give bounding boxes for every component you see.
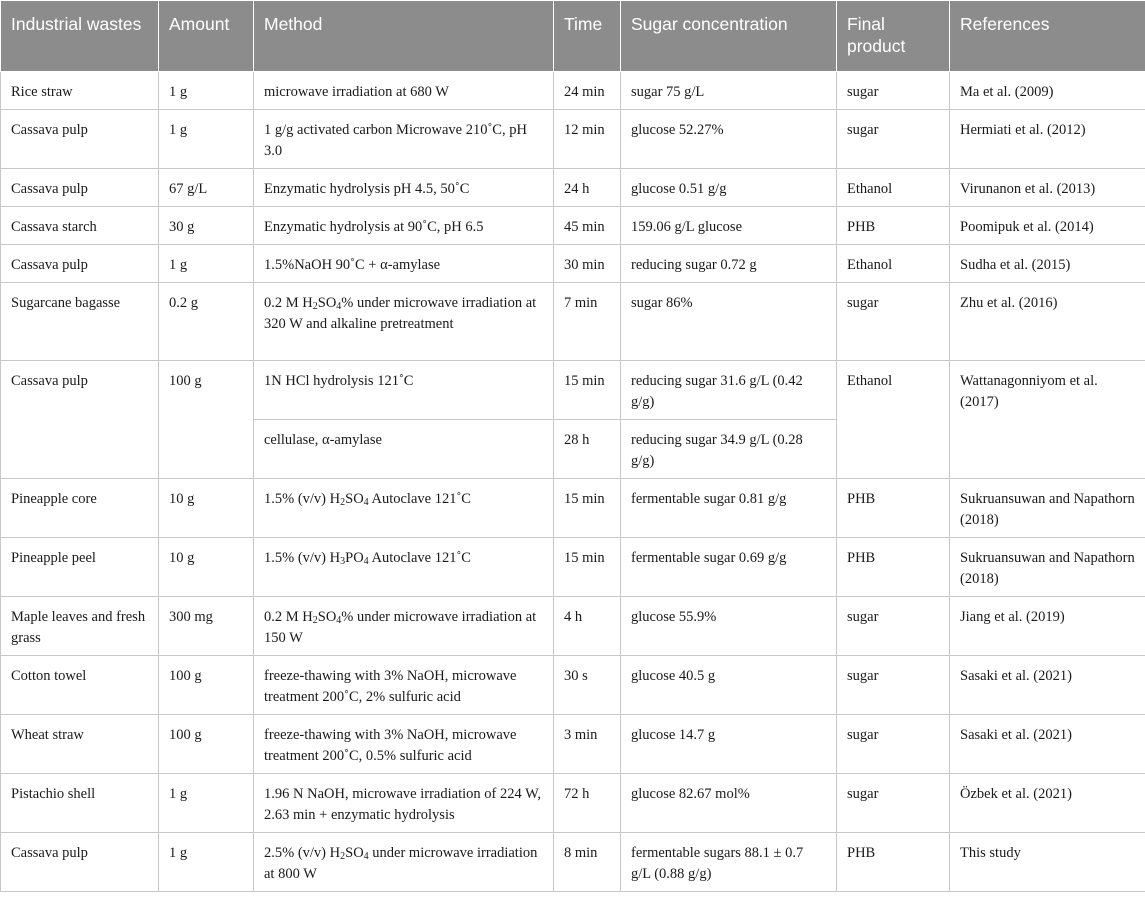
cell-product: PHB — [837, 207, 950, 245]
cell-waste: Rice straw — [1, 72, 159, 110]
cell-waste: Maple leaves and fresh grass — [1, 597, 159, 656]
method-text: PO — [345, 550, 364, 566]
header-method: Method — [254, 1, 554, 72]
cell-reference: Hermiati et al. (2012) — [950, 110, 1145, 169]
table-row — [1, 72, 1145, 110]
cell-waste: Cassava pulp — [1, 361, 159, 479]
cell-product: PHB — [837, 833, 950, 892]
cell-time: 28 h — [554, 420, 621, 479]
cell-waste: Cassava starch — [1, 207, 159, 245]
method-text: 1.5% (v/v) H — [264, 491, 341, 507]
cell-sugar: reducing sugar 34.9 g/L (0.28 g/g) — [621, 420, 837, 479]
cell-product: Ethanol — [837, 245, 950, 283]
cell-amount: 100 g — [159, 656, 254, 715]
cell-sugar: sugar 86% — [621, 283, 837, 361]
cell-method — [254, 538, 554, 597]
method-text: 0.2 M H — [264, 609, 313, 625]
cell-method: 1 g/g activated carbon Microwave 210˚C, pH 3.0 — [254, 110, 554, 169]
method-text: SO — [317, 609, 337, 625]
cell-time: 15 min — [554, 361, 621, 420]
method-text: SO — [317, 295, 337, 311]
cell-waste: Pineapple core — [1, 479, 159, 538]
cell-product: PHB — [837, 538, 950, 597]
cell-sugar: glucose 82.67 mol% — [621, 774, 837, 833]
cell-method: freeze-thawing with 3% NaOH, microwave treatment 200˚C, 2% sulfuric acid — [254, 656, 554, 715]
cell-reference: Sudha et al. (2015) — [950, 245, 1145, 283]
table-row — [1, 361, 1145, 420]
cell-time: 72 h — [554, 774, 621, 833]
cell-reference: Poomipuk et al. (2014) — [950, 207, 1145, 245]
cell-amount: 10 g — [159, 538, 254, 597]
table-row — [1, 656, 1145, 715]
table-row — [1, 538, 1145, 597]
cell-product: sugar — [837, 597, 950, 656]
cell-product: PHB — [837, 479, 950, 538]
cell-product: sugar — [837, 72, 950, 110]
subscript: 2 — [312, 301, 318, 312]
cell-amount: 100 g — [159, 361, 254, 479]
header-final-product: Final product — [837, 1, 950, 72]
cell-amount: 1 g — [159, 110, 254, 169]
cell-time: 15 min — [554, 479, 621, 538]
table-row — [1, 245, 1145, 283]
cell-amount: 10 g — [159, 479, 254, 538]
method-text: SO — [345, 491, 364, 507]
subscript: 2 — [312, 615, 318, 626]
header-references: References — [950, 1, 1145, 72]
table-header — [1, 1, 1145, 72]
table-row — [1, 207, 1145, 245]
cell-time: 12 min — [554, 110, 621, 169]
header-row — [1, 1, 1145, 72]
cell-method — [254, 283, 554, 361]
header-industrial-wastes: Industrial wastes — [1, 1, 159, 72]
cell-method — [254, 833, 554, 892]
cell-reference: Özbek et al. (2021) — [950, 774, 1145, 833]
cell-reference: This study — [950, 833, 1145, 892]
cell-waste: Cotton towel — [1, 656, 159, 715]
method-text: Autoclave 121˚C — [368, 491, 471, 507]
cell-time: 8 min — [554, 833, 621, 892]
cell-waste: Cassava pulp — [1, 110, 159, 169]
cell-waste: Pistachio shell — [1, 774, 159, 833]
cell-product: sugar — [837, 656, 950, 715]
cell-method: Enzymatic hydrolysis at 90˚C, pH 6.5 — [254, 207, 554, 245]
cell-product: sugar — [837, 283, 950, 361]
cell-method — [254, 597, 554, 656]
cell-reference: Sasaki et al. (2021) — [950, 715, 1145, 774]
header-amount: Amount — [159, 1, 254, 72]
subscript: 4 — [336, 615, 342, 626]
cell-time: 15 min — [554, 538, 621, 597]
cell-reference: Ma et al. (2009) — [950, 72, 1145, 110]
subscript: 3 — [340, 556, 346, 567]
cell-waste: Cassava pulp — [1, 245, 159, 283]
cell-amount: 100 g — [159, 715, 254, 774]
header-sugar-concentration: Sugar concentration — [621, 1, 837, 72]
table-row — [1, 833, 1145, 892]
table-row — [1, 715, 1145, 774]
cell-waste: Cassava pulp — [1, 169, 159, 207]
cell-amount: 0.2 g — [159, 283, 254, 361]
cell-amount: 300 mg — [159, 597, 254, 656]
table-row — [1, 774, 1145, 833]
cell-sugar: reducing sugar 31.6 g/L (0.42 g/g) — [621, 361, 837, 420]
table-row — [1, 169, 1145, 207]
method-text: 1.5% (v/v) H — [264, 550, 341, 566]
cell-method: 1N HCl hydrolysis 121˚C — [254, 361, 554, 420]
cell-sugar: fermentable sugar 0.81 g/g — [621, 479, 837, 538]
method-text: Autoclave 121˚C — [368, 550, 471, 566]
cell-method: freeze-thawing with 3% NaOH, microwave treatment 200˚C, 0.5% sulfuric acid — [254, 715, 554, 774]
cell-method: 1.5%NaOH 90˚C + α-amylase — [254, 245, 554, 283]
cell-product: sugar — [837, 110, 950, 169]
cell-sugar: fermentable sugar 0.69 g/g — [621, 538, 837, 597]
method-text: SO — [345, 845, 364, 861]
cell-product: sugar — [837, 774, 950, 833]
method-text: 0.2 M H — [264, 295, 313, 311]
cell-method: 1.96 N NaOH, microwave irradiation of 224 W, 2.63 min + enzymatic hydrolysis — [254, 774, 554, 833]
table-row — [1, 283, 1145, 361]
cell-product: sugar — [837, 715, 950, 774]
cell-reference: Zhu et al. (2016) — [950, 283, 1145, 361]
cell-reference: Sasaki et al. (2021) — [950, 656, 1145, 715]
cell-method: microwave irradiation at 680 W — [254, 72, 554, 110]
cell-reference: Sukruansuwan and Napathorn (2018) — [950, 538, 1145, 597]
cell-sugar: sugar 75 g/L — [621, 72, 837, 110]
cell-waste: Sugarcane bagasse — [1, 283, 159, 361]
subscript: 4 — [363, 497, 369, 508]
table-row — [1, 110, 1145, 169]
cell-waste: Wheat straw — [1, 715, 159, 774]
cell-amount: 1 g — [159, 72, 254, 110]
cell-method: cellulase, α-amylase — [254, 420, 554, 479]
table-row — [1, 479, 1145, 538]
method-text: under microwave irradiation at 800 W — [264, 845, 538, 882]
cell-sugar: glucose 55.9% — [621, 597, 837, 656]
cell-reference: Sukruansuwan and Napathorn (2018) — [950, 479, 1145, 538]
cell-sugar: glucose 40.5 g — [621, 656, 837, 715]
cell-time: 24 h — [554, 169, 621, 207]
method-text: % under microwave irradiation at 320 W and alkaline pretreatment — [264, 295, 537, 332]
subscript: 4 — [363, 556, 369, 567]
cell-reference: Wattanagonniyom et al. (2017) — [950, 361, 1145, 479]
method-text: % under microwave irradiation at 150 W — [264, 609, 537, 646]
method-text: 2.5% (v/v) H — [264, 845, 341, 861]
cell-amount: 30 g — [159, 207, 254, 245]
cell-amount: 67 g/L — [159, 169, 254, 207]
cell-product: Ethanol — [837, 169, 950, 207]
header-time: Time — [554, 1, 621, 72]
cell-amount: 1 g — [159, 774, 254, 833]
cell-time: 30 min — [554, 245, 621, 283]
cell-waste: Pineapple peel — [1, 538, 159, 597]
cell-sugar: glucose 14.7 g — [621, 715, 837, 774]
subscript: 2 — [340, 497, 346, 508]
table-body — [1, 72, 1145, 892]
cell-time: 24 min — [554, 72, 621, 110]
subscript: 4 — [336, 301, 342, 312]
cell-sugar: reducing sugar 0.72 g — [621, 245, 837, 283]
cell-sugar: glucose 0.51 g/g — [621, 169, 837, 207]
cell-method — [254, 479, 554, 538]
cell-time: 45 min — [554, 207, 621, 245]
cell-time: 3 min — [554, 715, 621, 774]
subscript: 4 — [363, 851, 369, 862]
cell-sugar: fermentable sugars 88.1 ± 0.7 g/L (0.88 g/g) — [621, 833, 837, 892]
cell-time: 30 s — [554, 656, 621, 715]
cell-time: 4 h — [554, 597, 621, 656]
cell-sugar: glucose 52.27% — [621, 110, 837, 169]
cell-amount: 1 g — [159, 833, 254, 892]
cell-waste: Cassava pulp — [1, 833, 159, 892]
cell-method: Enzymatic hydrolysis pH 4.5, 50˚C — [254, 169, 554, 207]
cell-amount: 1 g — [159, 245, 254, 283]
cell-sugar: 159.06 g/L glucose — [621, 207, 837, 245]
cell-time: 7 min — [554, 283, 621, 361]
subscript: 2 — [340, 851, 346, 862]
cell-product: Ethanol — [837, 361, 950, 479]
cell-reference: Jiang et al. (2019) — [950, 597, 1145, 656]
table-row — [1, 597, 1145, 656]
cell-reference: Virunanon et al. (2013) — [950, 169, 1145, 207]
